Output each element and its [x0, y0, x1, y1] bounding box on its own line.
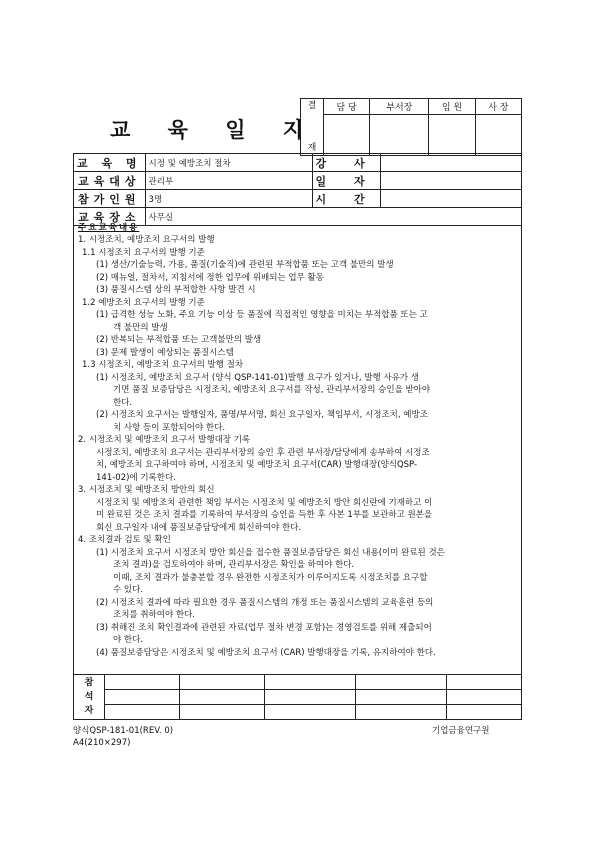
- content-line: (2) 반복되는 부적합품 또는 고객불만의 발생: [96, 335, 262, 345]
- content-line: 1.2 예방조치 요구서의 발행 기준: [82, 297, 205, 308]
- content-line: 회신 요구일자 내에 품질보증담당에게 회신하여야 한다.: [96, 522, 302, 533]
- content-line: 수 있다.: [113, 585, 144, 595]
- content-line: 1.3 시정조치, 예방조치 요구서의 발행 절차: [82, 360, 244, 370]
- content-line: (4) 품질보증담당은 시정조치 및 예방조치 요구서 (CAR) 발행대장을 기록, 유지하여야 한다.: [96, 647, 436, 658]
- content-line: 미 완료된 것은 조치 결과를 기록하여 부서장의 승인을 득한 후 사본 1부를 보관하고 원본을: [96, 510, 433, 520]
- reference-cell[interactable]: [447, 675, 522, 690]
- time-value[interactable]: [380, 190, 521, 208]
- reference-cell[interactable]: [447, 705, 522, 720]
- document-title: 교 육 일 지: [110, 118, 319, 142]
- topic-label: 교 육 명: [74, 154, 146, 172]
- target-value[interactable]: 관리부: [145, 172, 312, 190]
- reference-cell[interactable]: [180, 690, 265, 705]
- content-lines: [74, 234, 521, 659]
- signature-box-dept-head[interactable]: [370, 114, 429, 155]
- content-line: (2) 매뉴얼, 절차서, 지침서에 정한 업무에 위배되는 업무 활동: [96, 272, 324, 283]
- lecturer-value[interactable]: [380, 154, 521, 172]
- content-line: 이때, 조치 결과가 불충분할 경우 완전한 시정조치가 이루어지도록 시정조치를 요구할: [113, 572, 428, 583]
- content-line: (1) 시정조치 요구서 시정조치 방안 회신을 접수한 품질보증담당은 회신 내용(이미 완료된 것은: [96, 547, 445, 558]
- content-line: 치, 예방조치 요구하여야 하며, 시정조치 및 예방조치 요구서(CAR) 발행대장(양식QSP-: [96, 460, 418, 470]
- info-table: [73, 153, 522, 226]
- organization-name: 기업금융연구원: [432, 726, 490, 736]
- reference-cell[interactable]: [180, 705, 265, 720]
- approval-side-top: 결: [307, 101, 317, 111]
- content-line: 조치를 취하여야 한다.: [113, 610, 196, 620]
- reference-label: [74, 675, 105, 720]
- target-label: 교육대상: [74, 172, 146, 190]
- content-line: 한다.: [113, 397, 133, 408]
- content-line: (1) 급격한 성능 노화, 주요 기능 이상 등 품질에 직접적인 영향을 미치는 부적합품 또는 고: [96, 310, 428, 320]
- approval-header-staff: 담 당: [324, 99, 370, 115]
- reference-cell[interactable]: [265, 675, 356, 690]
- reference-cell[interactable]: [356, 675, 447, 690]
- approval-header-executive: 임 원: [429, 99, 475, 115]
- date-label: 일 자: [312, 172, 380, 190]
- content-line: 객 불만의 발생: [113, 322, 168, 333]
- reference-cell[interactable]: [356, 705, 447, 720]
- place-value[interactable]: 사무실: [145, 208, 521, 226]
- content-line: 2. 시정조치 및 예방조치 요구서 발행대장 기록: [78, 435, 251, 445]
- content-line: (3) 품질시스템 상의 부적합한 사항 발견 시: [96, 285, 256, 295]
- signature-box-executive[interactable]: [429, 114, 475, 155]
- content-line: 야 한다.: [113, 635, 144, 645]
- reference-cell[interactable]: [105, 705, 180, 720]
- reference-cell[interactable]: [105, 690, 180, 705]
- reference-table: [73, 674, 522, 720]
- signature-box-staff[interactable]: [324, 114, 370, 155]
- content-heading: 주요교육내용: [78, 223, 140, 233]
- lecturer-label: 강 사: [312, 154, 380, 172]
- content-line: (2) 시정조치 요구서는 발행일자, 품명/부서명, 회신 요구일자, 책임부서, 시정조치, 예방조: [96, 410, 428, 420]
- reference-cell[interactable]: [105, 675, 180, 690]
- attendees-label: 참가인원: [74, 190, 146, 208]
- time-label: 시 간: [312, 190, 380, 208]
- content-line: 조치 결과)을 검토하여야 하며, 관리부서장은 확인을 하여야 한다.: [113, 560, 355, 570]
- reference-cell[interactable]: [265, 690, 356, 705]
- content-line: 141-02)에 기록한다.: [96, 472, 176, 483]
- reference-cell[interactable]: [180, 675, 265, 690]
- content-line: (3) 문제 발생이 예상되는 품질시스템: [96, 347, 234, 358]
- reference-label-1: 참: [84, 678, 94, 688]
- reference-cell[interactable]: [356, 690, 447, 705]
- approval-side-bottom: 재: [307, 143, 317, 153]
- content-line: 3. 시정조치 및 예방조치 방안의 회신: [78, 485, 215, 495]
- content-line: 1. 시정조치, 예방조치 요구서의 발행: [78, 235, 215, 245]
- content-line: (1) 시정조치, 예방조치 요구서 (양식 QSP-141-01)발행 요구가 있거나, 발행 사유가 생: [96, 372, 419, 383]
- attendees-value[interactable]: 3명: [145, 190, 312, 208]
- signature-box-president[interactable]: [475, 114, 521, 155]
- main-content: [73, 220, 522, 675]
- content-line: (3) 취해진 조치 확인결과에 관련된 자료(업무 절차 변경 포함)는 경영검토를 위해 제출되어: [96, 622, 432, 633]
- reference-cell[interactable]: [265, 705, 356, 720]
- content-line: 치 사항 등이 포함되어야 한다.: [113, 422, 226, 433]
- reference-label-2: 석: [84, 692, 94, 702]
- topic-value[interactable]: 시정 및 예방조치 절차: [145, 154, 312, 172]
- content-line: 1.1 시정조치 요구서의 발행 기준: [82, 247, 205, 258]
- content-line: (2) 시정조치 결과에 따라 필요한 경우 품질시스템의 개정 또는 품질시스템의 교육훈련 등의: [96, 597, 434, 608]
- content-line: 시정조치 및 예방조치 관련한 책임 부서는 시정조치 및 예방조치 방안 회신란에 기재하고 이: [96, 497, 433, 508]
- approval-side-label: [301, 99, 324, 156]
- content-line: 시정조치, 예방조치 요구서는 관리부서장의 승인 후 관련 부서장/담당에게 송부하여 시정조: [96, 447, 430, 458]
- approval-header-president: 사 장: [475, 99, 521, 115]
- paper-size: A4(210×297): [73, 738, 131, 748]
- approval-table: [300, 98, 522, 156]
- date-value[interactable]: [380, 172, 521, 190]
- place-label: 교육장소: [74, 208, 146, 226]
- approval-header-dept-head: 부서장: [370, 99, 429, 115]
- content-line: 4. 조치결과 검토 및 확인: [78, 535, 171, 545]
- content-line: 기면 품질 보증담당은 시정조치, 예방조치 요구서를 작성, 관리부서장의 승인을 받아야: [113, 385, 431, 395]
- reference-cell[interactable]: [447, 690, 522, 705]
- form-code: 양식QSP-181-01(REV. 0): [73, 726, 174, 736]
- content-line: (1) 생산/기술능력, 가용, 품질(기술직)에 관련된 부적합품 또는 고객 불만의 발생: [96, 260, 394, 270]
- reference-label-3: 자: [84, 706, 94, 716]
